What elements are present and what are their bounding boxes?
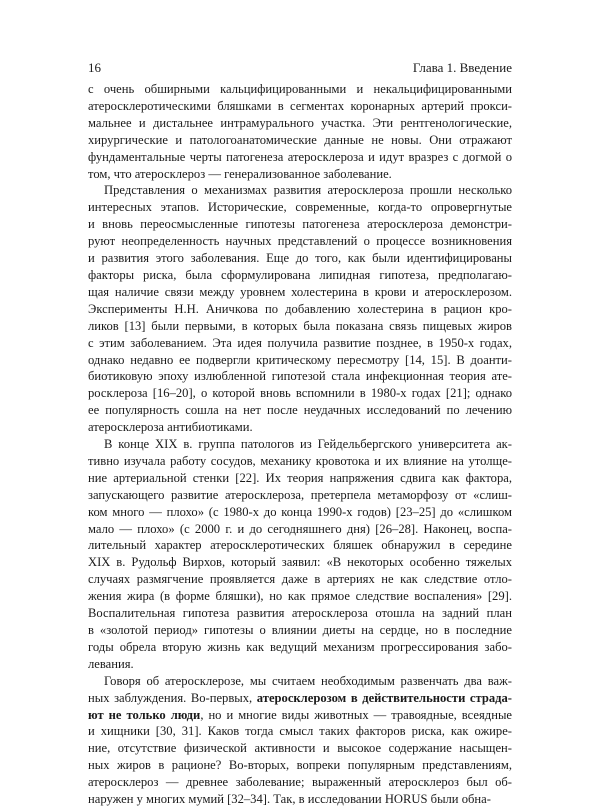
plain-text: случаях размягчение проявляется даже в артериях не как следствие отло-	[88, 572, 512, 587]
plain-text: Представления о механизмах развития атеросклероза прошли несколько	[104, 183, 512, 198]
plain-text: фундаментальные черты патогенеза атеросклероза и идут вразрез с догмой о	[88, 149, 512, 164]
plain-text: ее популярность сошла на нет после неудачных исследований по лечению	[88, 403, 512, 418]
plain-text: интересных этапов. Исторические, современные, когда-то опровергнутые	[88, 200, 512, 215]
text-line	[88, 453, 512, 470]
plain-text: атеросклероз — древнее заболевание; выраженный атеросклероз был об-	[88, 775, 512, 790]
plain-text: хирургические и патологоанатомические данные не новы. Они отражают	[88, 132, 512, 147]
text-line	[88, 149, 512, 166]
text-line	[88, 233, 512, 250]
text-line	[88, 639, 512, 656]
text-line	[88, 182, 512, 199]
text-line	[88, 470, 512, 487]
text-line	[88, 368, 512, 385]
plain-text: запускающего развитие атеросклероза, претерпела метаморфозу от «слиш-	[88, 487, 512, 502]
text-line	[88, 436, 512, 453]
running-header	[88, 60, 512, 76]
plain-text: В конце XIX в. группа патологов из Гейдельбергского университета ак-	[104, 437, 512, 452]
text-line	[88, 487, 512, 504]
text-line	[88, 605, 512, 622]
plain-text: левания.	[88, 656, 134, 671]
text-line	[88, 588, 512, 605]
text-line	[88, 673, 512, 690]
paragraph	[88, 436, 512, 673]
plain-text: годы обрела вторую жизнь как ведущий механизм прогрессирования забо-	[88, 639, 512, 654]
plain-text: и развития этого заболевания. Еще до того, как были идентифицированы	[88, 251, 512, 266]
text-line	[88, 622, 512, 639]
plain-text: щая наличие связи между уровнем холестерина в крови и атеросклерозом.	[88, 284, 512, 299]
text-line	[88, 81, 512, 98]
plain-text: мальнее и дистальнее интрамурального участка. Эти рентгенологические,	[88, 115, 512, 130]
plain-text: ных жиров в рационе? Во-вторых, вопреки популярным представлениям,	[88, 758, 512, 773]
paragraph	[88, 81, 512, 182]
plain-text: наружен у многих мумий [32–34]. Так, в исследовании HORUS были обна-	[88, 792, 491, 807]
plain-text: том, что атеросклероз — генерализованное заболевание.	[88, 166, 392, 181]
text-line	[88, 284, 512, 301]
text-line	[88, 115, 512, 132]
text-line	[88, 521, 512, 538]
plain-text: однако недавно ее подвергли критическому пересмотру [14, 15]. В доанти-	[88, 352, 512, 367]
plain-text: Эксперименты Н.Н. Аничкова по добавлению холестерина в рацион кро-	[88, 301, 512, 316]
text-line	[88, 707, 512, 724]
text-line	[88, 402, 512, 419]
text-line	[88, 250, 512, 267]
text-line	[88, 504, 512, 521]
plain-text: ных заблуждения. Во-первых,	[88, 690, 257, 705]
plain-text: ние, отсутствие физической активности и высокое содержание насыщен-	[88, 741, 512, 756]
plain-text: Воспалительная гипотеза развития атеросклероза отошла на задний план	[88, 606, 512, 621]
plain-text: с очень обширными кальцифицированными и некальцифицированными	[88, 82, 512, 96]
text-line	[88, 385, 512, 402]
paragraph	[88, 673, 512, 808]
plain-text: ликов [13] были первыми, в которых была показана связь пищевых жиров	[88, 318, 512, 333]
plain-text: тивно изучала работу сосудов, механику кровотока и их влияние на утолще-	[88, 453, 512, 468]
plain-text: ком много — плохо» (с 1980-х до конца 1990-х годов) [23–25] до «слишком	[88, 504, 512, 519]
plain-text: биотиковую эпоху излюбленной гипотезой стала инфекционная теория ате-	[88, 369, 512, 384]
body-text	[88, 81, 512, 808]
bold-text: ют не только люди	[88, 707, 201, 722]
text-line	[88, 757, 512, 774]
plain-text: руют неопределенность научных представлений о процессе возникновения	[88, 234, 512, 249]
text-line	[88, 690, 512, 707]
plain-text: росклероза [16–20], о которой вновь вспомнили в 1980-х годах [21]; однако	[88, 386, 512, 401]
text-line	[88, 335, 512, 352]
text-line	[88, 740, 512, 757]
plain-text: жения жира (в форме бляшки), но как прямое следствие воспаления» [29].	[88, 589, 512, 604]
text-line	[88, 571, 512, 588]
plain-text: Говоря об атеросклерозе, мы считаем необходимым развенчать два важ-	[104, 673, 512, 688]
plain-text: ние артериальной стенки [22]. Их теория напряжения сдвига как фактора,	[88, 470, 512, 485]
text-line	[88, 774, 512, 791]
text-line	[88, 791, 512, 808]
bold-text: атеросклерозом в действительности страда-	[256, 690, 512, 705]
text-line	[88, 318, 512, 335]
text-line	[88, 723, 512, 740]
text-line	[88, 216, 512, 233]
text-line	[88, 554, 512, 571]
page-number: 16	[88, 60, 101, 75]
plain-text: атеросклеротическими бляшками в сегментах коронарных артерий прокси-	[88, 98, 512, 113]
plain-text: , но и многие виды животных — травоядные, всеядные	[200, 707, 512, 722]
text-line	[88, 656, 512, 673]
plain-text: факторы риска, была сформулирована липидная гипотеза, предполагаю-	[88, 267, 512, 282]
text-line	[88, 352, 512, 369]
plain-text: атеросклероза антибиотиками.	[88, 420, 253, 435]
text-line	[88, 267, 512, 284]
text-line	[88, 199, 512, 216]
text-line	[88, 537, 512, 554]
plain-text: мало — плохо» (с 2000 г. и до сегодняшнего дня) [26–28]. Наконец, воспа-	[88, 521, 512, 536]
text-line	[88, 419, 512, 436]
text-line	[88, 98, 512, 115]
plain-text: с этим заболеванием. Эта идея получила развитие позднее, в 1950-х годах,	[88, 335, 512, 350]
text-line	[88, 132, 512, 149]
text-line	[88, 166, 512, 183]
plain-text: XIX в. Рудольф Вирхов, который заявил: «В некоторых особенно тяжелых	[88, 555, 512, 570]
plain-text: и хищники [30, 31]. Каков тогда смысл таких факторов риска, как ожире-	[88, 724, 512, 739]
paragraph	[88, 182, 512, 436]
text-line	[88, 301, 512, 318]
plain-text: и вновь переосмысленные гипотезы патогенеза атеросклероза демонстри-	[88, 217, 512, 232]
plain-text: лительный характер атеросклеротических бляшек обнаружил в середине	[88, 538, 512, 553]
plain-text: в «золотой период» гипотезы о влиянии диеты на сердце, но в последние	[88, 623, 512, 637]
chapter-title: Глава 1. Введение	[412, 60, 512, 75]
